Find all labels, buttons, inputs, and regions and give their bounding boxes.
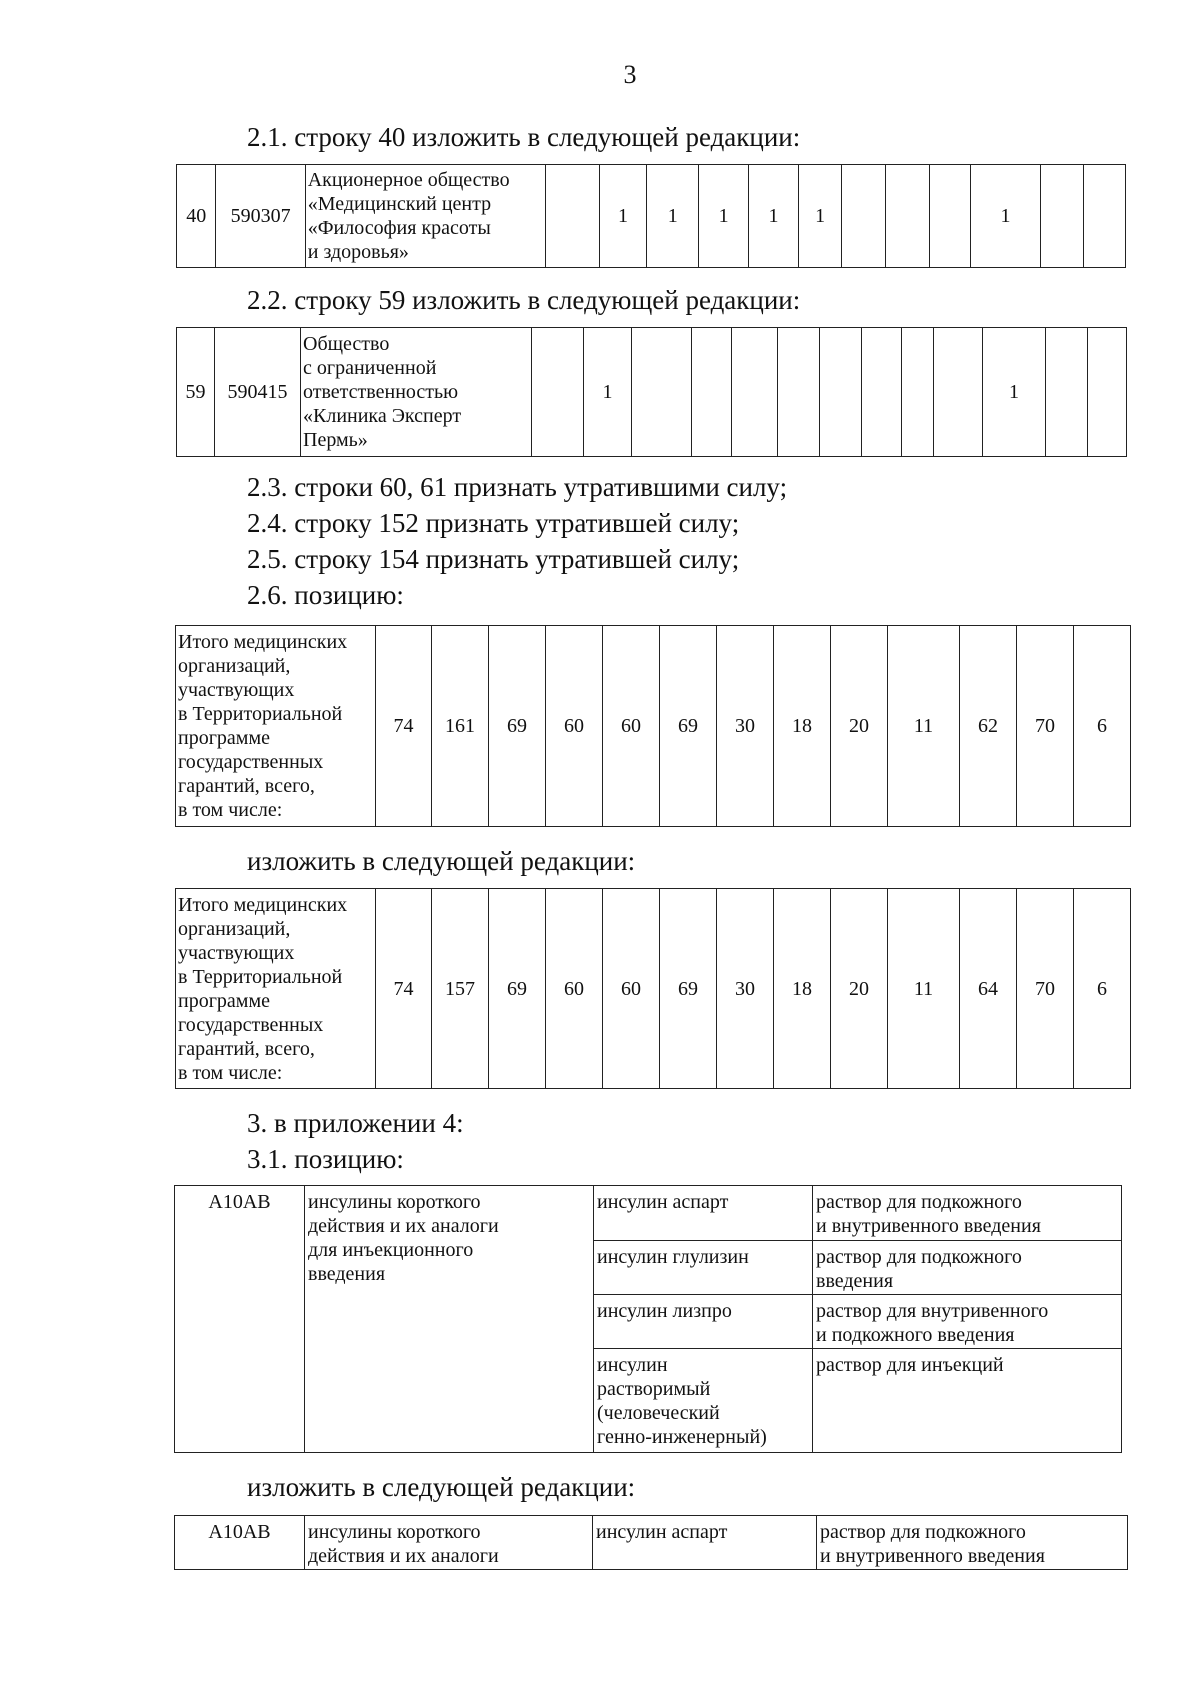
cell	[778, 328, 820, 457]
cell	[732, 328, 778, 457]
total-value: 60	[603, 889, 660, 1089]
total-value: 69	[660, 626, 717, 827]
total-value: 6	[1074, 889, 1131, 1089]
organization-name: Общество с ограниченной ответственностью «Клиника Эксперт Пермь»	[301, 328, 532, 457]
cell	[934, 328, 983, 457]
total-value: 6	[1074, 626, 1131, 827]
dosage-form: раствор для инъекций	[813, 1349, 1122, 1453]
total-value: 11	[888, 889, 960, 1089]
drug-name: инсулин растворимый (человеческий генно-инженерный)	[594, 1349, 813, 1453]
cell	[1046, 328, 1088, 457]
cell	[929, 165, 971, 268]
total-value: 69	[660, 889, 717, 1089]
total-value: 30	[717, 626, 774, 827]
total-value: 70	[1017, 626, 1074, 827]
table-row	[176, 626, 1131, 827]
totals-label: Итого медицинских организаций, участвующих в Территориальной программе государственных гарантий, всего, в том числе:	[176, 889, 376, 1089]
row-40-table	[176, 164, 1126, 268]
cell	[862, 328, 902, 457]
paragraph-2-4: 2.4. строку 152 признать утратившей силу;	[247, 508, 740, 538]
cell: 1	[647, 165, 699, 268]
paragraph-2-5: 2.5. строку 154 признать утратившей силу;	[247, 544, 740, 574]
cell	[532, 328, 584, 457]
total-value: 74	[376, 626, 432, 827]
totals-old-table	[175, 625, 1131, 827]
paragraph-2-1: 2.1. строку 40 изложить в следующей редакции:	[247, 122, 801, 152]
row-59-table	[176, 327, 1127, 457]
total-value: 20	[831, 889, 888, 1089]
table-row	[175, 1516, 1128, 1570]
total-value: 62	[960, 626, 1017, 827]
insulin-new-table	[174, 1515, 1128, 1570]
drug-group: инсулины короткого действия и их аналоги для инъекционного введения	[305, 1186, 594, 1453]
row-number: 59	[177, 328, 215, 457]
total-value: 64	[960, 889, 1017, 1089]
table-row	[177, 328, 1127, 457]
cell	[886, 165, 930, 268]
cell	[1088, 328, 1127, 457]
paragraph-3-1: 3.1. позицию:	[247, 1144, 404, 1174]
registry-code: 590307	[216, 165, 305, 268]
dosage-form: раствор для внутривенного и подкожного введения	[813, 1295, 1122, 1349]
total-value: 161	[432, 626, 489, 827]
total-value: 69	[489, 889, 546, 1089]
paragraph-2-6: 2.6. позицию:	[247, 580, 404, 610]
drug-name: инсулин аспарт	[593, 1516, 817, 1570]
cell	[1040, 165, 1084, 268]
total-value: 70	[1017, 889, 1074, 1089]
cell: 1	[983, 328, 1046, 457]
table-row	[175, 1186, 1122, 1241]
table-row	[177, 165, 1126, 268]
organization-name: Акционерное общество «Медицинский центр «Философия красоты и здоровья»	[305, 165, 545, 268]
atc-code: A10AB	[175, 1186, 305, 1453]
dosage-form: раствор для подкожного и внутривенного введения	[813, 1186, 1122, 1241]
replace-heading-2: изложить в следующей редакции:	[247, 1472, 636, 1502]
total-value: 30	[717, 889, 774, 1089]
paragraph-3: 3. в приложении 4:	[247, 1108, 464, 1138]
paragraph-2-3: 2.3. строки 60, 61 признать утратившими силу;	[247, 472, 788, 502]
dosage-form: раствор для подкожного и внутривенного введения	[817, 1516, 1128, 1570]
total-value: 60	[546, 889, 603, 1089]
cell: 1	[798, 165, 842, 268]
total-value: 69	[489, 626, 546, 827]
dosage-form: раствор для подкожного введения	[813, 1241, 1122, 1295]
paragraph-2-2: 2.2. строку 59 изложить в следующей редакции:	[247, 285, 801, 315]
cell	[632, 328, 692, 457]
cell	[1084, 165, 1126, 268]
total-value: 157	[432, 889, 489, 1089]
totals-label: Итого медицинских организаций, участвующих в Территориальной программе государственных гарантий, всего, в том числе:	[176, 626, 376, 827]
insulin-old-table	[174, 1185, 1122, 1453]
total-value: 60	[546, 626, 603, 827]
cell: 1	[971, 165, 1041, 268]
total-value: 20	[831, 626, 888, 827]
total-value: 11	[888, 626, 960, 827]
cell	[545, 165, 599, 268]
cell: 1	[749, 165, 799, 268]
replace-heading-1: изложить в следующей редакции:	[247, 846, 636, 876]
drug-name: инсулин глулизин	[594, 1241, 813, 1295]
cell: 1	[599, 165, 647, 268]
cell	[842, 165, 886, 268]
atc-code: A10AB	[175, 1516, 305, 1570]
table-row	[176, 889, 1131, 1089]
total-value: 18	[774, 889, 831, 1089]
cell	[820, 328, 862, 457]
page-number: 3	[623, 60, 637, 89]
registry-code: 590415	[215, 328, 301, 457]
cell: 1	[699, 165, 749, 268]
drug-name: инсулин лизпро	[594, 1295, 813, 1349]
row-number: 40	[177, 165, 216, 268]
cell	[692, 328, 732, 457]
total-value: 60	[603, 626, 660, 827]
cell	[902, 328, 934, 457]
drug-name: инсулин аспарт	[594, 1186, 813, 1241]
drug-group: инсулины короткого действия и их аналоги	[305, 1516, 593, 1570]
totals-new-table	[175, 888, 1131, 1089]
total-value: 18	[774, 626, 831, 827]
cell: 1	[584, 328, 632, 457]
total-value: 74	[376, 889, 432, 1089]
